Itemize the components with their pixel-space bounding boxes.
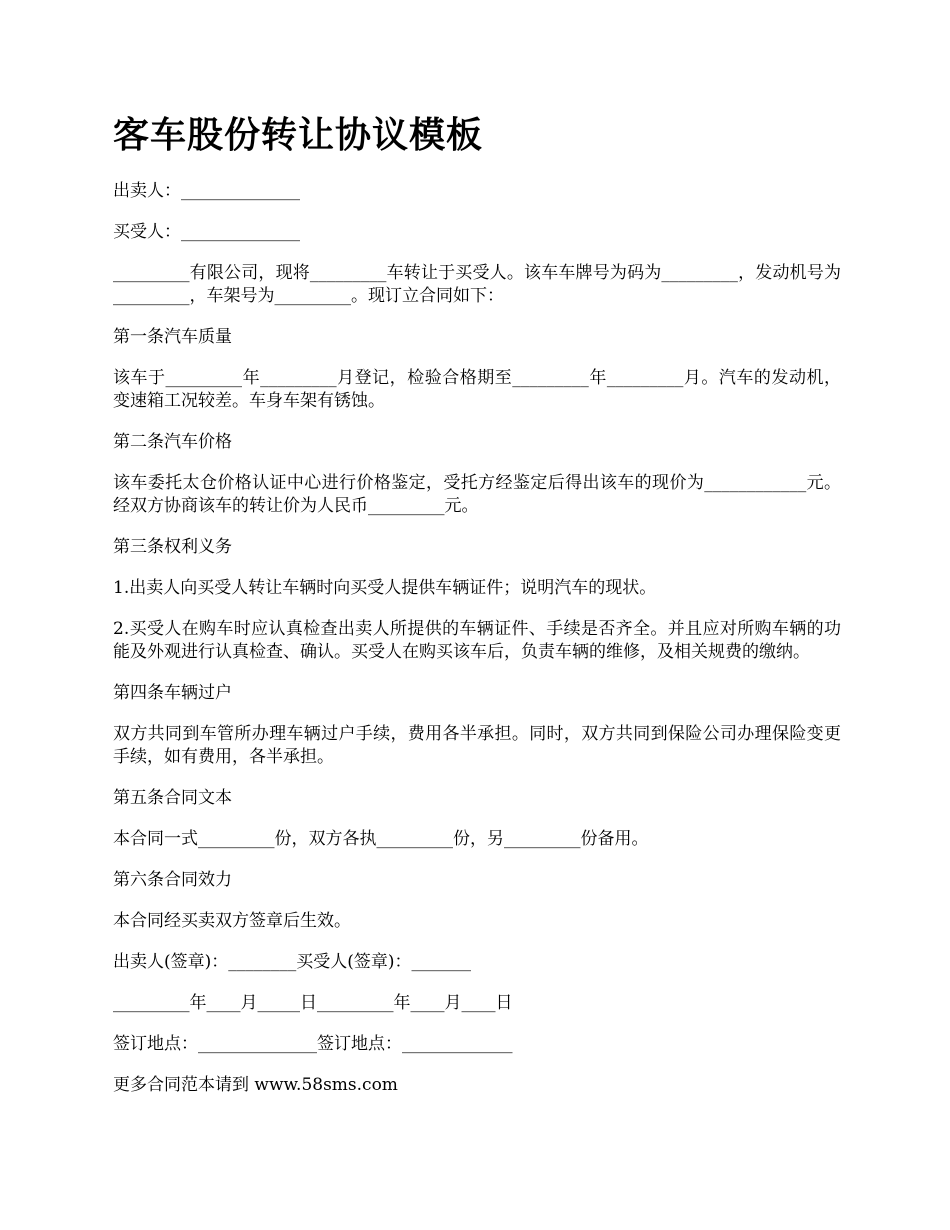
article-3-item-1: 1.出卖人向买受人转让车辆时向买受人提供车辆证件；说明汽车的现状。 <box>113 578 657 598</box>
article-3-heading: 第三条权利义务 <box>113 537 232 557</box>
document-page <box>113 112 841 1115</box>
article-3-item-2: 2.买受人在购车时应认真检查出卖人所提供的车辆证件、手续是否齐全。并且应对所购车辆的功能及外观进行认真检查、确认。买受人在购买该车后，负责车辆的维修，及相关规费的缴纳。 <box>113 619 841 662</box>
article-4-body: 双方共同到车管所办理车辆过户手续，费用各半承担。同时，双方共同到保险公司办理保险变更手续，如有费用，各半承担。 <box>113 724 841 767</box>
intro-paragraph: _________有限公司，现将_________车转让于买受人。该车车牌号为码为_________，发动机号为_________，车架号为_________。现订立合同如下： <box>113 263 841 306</box>
article-2-heading: 第二条汽车价格 <box>113 432 232 452</box>
buyer-line: 买受人：______________ <box>113 222 300 242</box>
article-6-body: 本合同经买卖双方签章后生效。 <box>113 911 351 931</box>
document-title: 客车股份转让协议模板 <box>113 115 484 156</box>
article-5-heading: 第五条合同文本 <box>113 788 232 808</box>
signing-place-line: 签订地点：______________签订地点：_____________ <box>113 1034 513 1054</box>
article-6-heading: 第六条合同效力 <box>113 870 232 890</box>
article-4-heading: 第四条车辆过户 <box>113 683 232 703</box>
seller-line: 出卖人：______________ <box>113 181 300 201</box>
article-1-heading: 第一条汽车质量 <box>113 327 232 347</box>
date-line: _________年____月_____日_________年____月____日 <box>113 993 513 1013</box>
article-5-body: 本合同一式_________份，双方各执_________份，另_________份备用。 <box>113 829 649 849</box>
article-2-body: 该车委托太仓价格认证中心进行价格鉴定，受托方经鉴定后得出该车的现价为____________元。经双方协商该车的转让价为人民币_________元。 <box>113 473 841 516</box>
footer-note: 更多合同范本请到 www.58sms.com <box>113 1075 398 1095</box>
article-1-body: 该车于_________年_________月登记，检验合格期至_________年_________月。汽车的发动机，变速箱工况较差。车身车架有锈蚀。 <box>113 368 841 411</box>
signature-line: 出卖人(签章)：________买受人(签章)：_______ <box>113 952 472 972</box>
